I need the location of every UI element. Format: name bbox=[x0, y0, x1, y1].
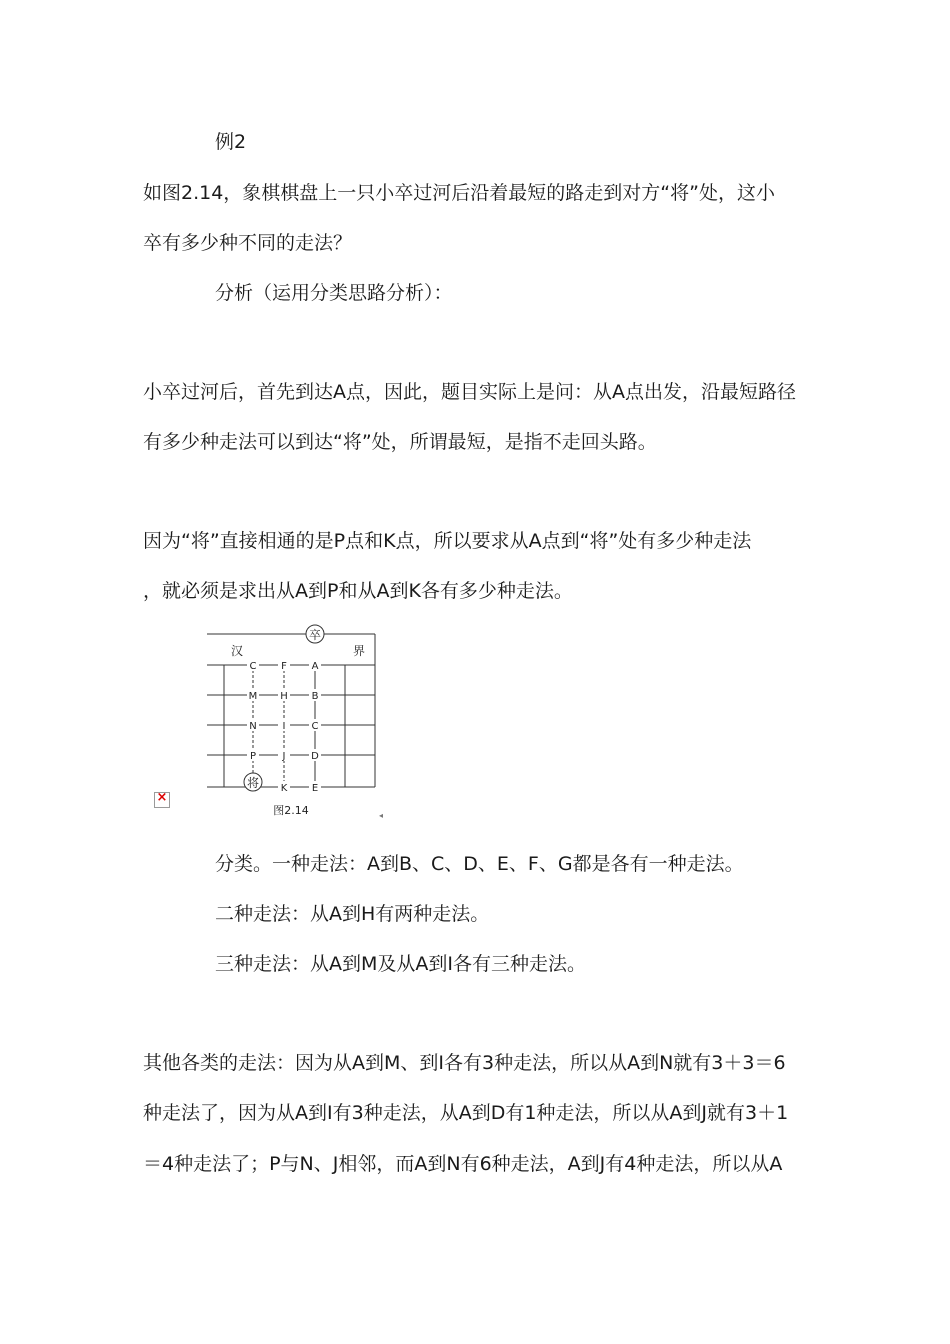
problem-line-1: 如图2.14，象棋棋盘上一只小卒过河后沿着最短的路走到对方“将”处，这小 bbox=[143, 182, 775, 204]
classify-line-2: 二种走法：从A到H有两种走法。 bbox=[215, 903, 490, 925]
point-label: C bbox=[249, 661, 257, 672]
figure-caption: 图2.14 bbox=[273, 804, 309, 817]
analysis-title: 分析（运用分类思路分析）： bbox=[215, 282, 453, 304]
broken-image-icon: × bbox=[154, 792, 170, 808]
point-label: C bbox=[311, 721, 319, 732]
classify-line-3: 三种走法：从A到M及从A到I各有三种走法。 bbox=[215, 953, 586, 975]
point-label: A bbox=[311, 661, 319, 672]
point-label: M bbox=[248, 691, 258, 702]
point-label: P bbox=[249, 751, 257, 762]
para3-line-1: 其他各类的走法：因为从A到M、到I各有3种走法，所以从A到N就有3＋3＝6 bbox=[143, 1052, 786, 1074]
classify-line-1: 分类。一种走法：A到B、C、D、E、F、G都是各有一种走法。 bbox=[215, 853, 744, 875]
river-left-label: 汉 bbox=[230, 644, 244, 658]
point-label: E bbox=[311, 783, 319, 794]
example-heading: 例2 bbox=[215, 131, 247, 153]
point-label: B bbox=[311, 691, 319, 702]
point-label: N bbox=[249, 721, 257, 732]
problem-line-2: 卒有多少种不同的走法？ bbox=[143, 232, 353, 254]
general-label: 将 bbox=[246, 776, 260, 790]
pawn-label: 卒 bbox=[308, 628, 322, 642]
point-label: F bbox=[281, 661, 287, 672]
para2-line-1: 因为“将”直接相通的是P点和K点，所以要求从A点到“将”处有多少种走法 bbox=[143, 530, 752, 552]
point-label: K bbox=[280, 783, 288, 794]
point-label: H bbox=[280, 691, 288, 702]
para3-line-3: ＝4种走法了；P与N、J相邻，而A到N有6种走法，A到J有4种走法，所以从A bbox=[143, 1153, 783, 1175]
river-right-label: 界 bbox=[352, 644, 366, 658]
point-label: D bbox=[311, 751, 319, 762]
chess-board-figure bbox=[205, 622, 385, 822]
para1-line-1: 小卒过河后，首先到达A点，因此，题目实际上是问：从A点出发，沿最短路径 bbox=[143, 381, 796, 403]
point-label: J bbox=[282, 751, 286, 762]
caret-mark: ◂ bbox=[379, 811, 384, 820]
para3-line-2: 种走法了，因为从A到I有3种走法，从A到D有1种走法，所以从A到J就有3＋1 bbox=[143, 1102, 789, 1124]
para2-line-2: ，就必须是求出从A到P和从A到K各有多少种走法。 bbox=[143, 580, 573, 602]
point-label: I bbox=[282, 721, 286, 732]
para1-line-2: 有多少种走法可以到达“将”处，所谓最短，是指不走回头路。 bbox=[143, 431, 657, 453]
